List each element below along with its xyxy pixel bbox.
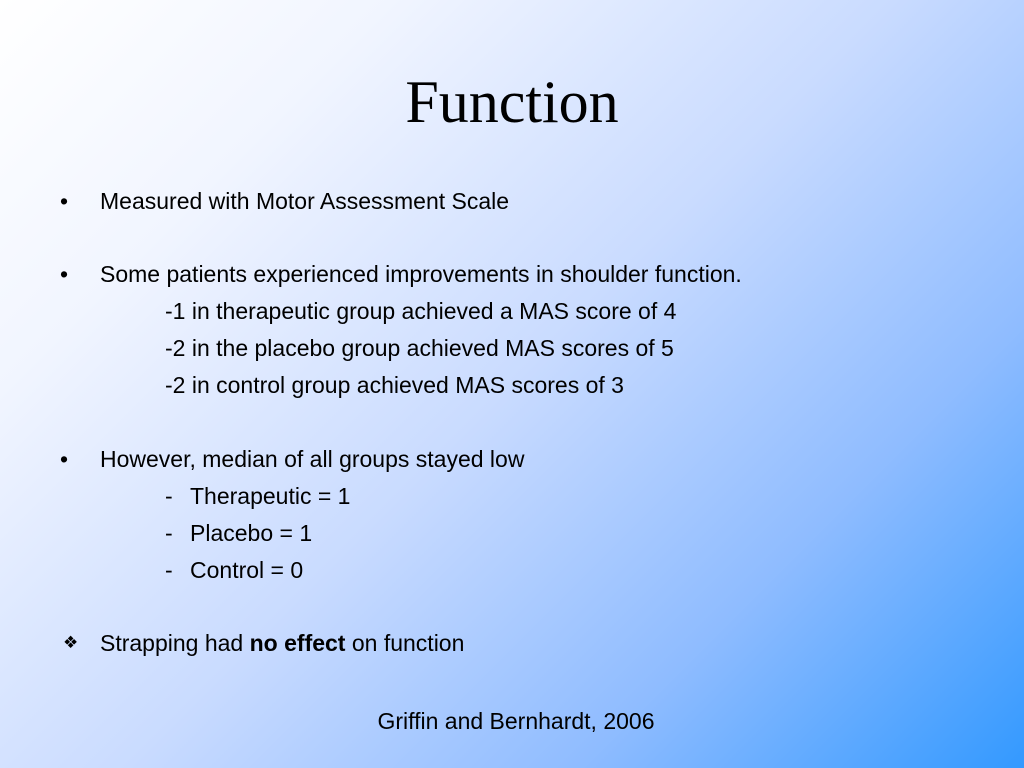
diamond-bullet-icon: ❖ — [63, 633, 79, 653]
bullet-text-improvements: Some patients experienced improvements in shoulder function. — [100, 261, 742, 287]
dash-marker: - — [165, 520, 173, 546]
conclusion-text — [100, 628, 464, 658]
dash-marker: - — [165, 557, 173, 583]
subitem-control-score: -2 in control group achieved MAS scores of 3 — [165, 372, 624, 398]
citation: Griffin and Bernhardt, 2006 — [377, 708, 655, 734]
bullet-marker: • — [60, 188, 69, 214]
conclusion-suffix: on function — [345, 630, 465, 656]
subitem-median-control: Control = 0 — [190, 557, 304, 583]
subitem-median-placebo: Placebo = 1 — [190, 520, 313, 546]
slide-title: Function — [405, 69, 619, 135]
conclusion-emphasis: no effect — [249, 630, 346, 656]
subitem-therapeutic-score: -1 in therapeutic group achieved a MAS score of 4 — [165, 298, 677, 324]
subitem-placebo-score: -2 in the placebo group achieved MAS scores of 5 — [165, 335, 674, 361]
subitem-median-therapeutic: Therapeutic = 1 — [190, 483, 351, 509]
bullet-marker: • — [60, 446, 69, 472]
conclusion-prefix: Strapping had — [100, 630, 250, 656]
bullet-text-measured: Measured with Motor Assessment Scale — [100, 188, 510, 214]
bullet-marker: • — [60, 261, 69, 287]
bullet-text-median: However, median of all groups stayed low — [100, 446, 525, 472]
dash-marker: - — [165, 483, 173, 509]
